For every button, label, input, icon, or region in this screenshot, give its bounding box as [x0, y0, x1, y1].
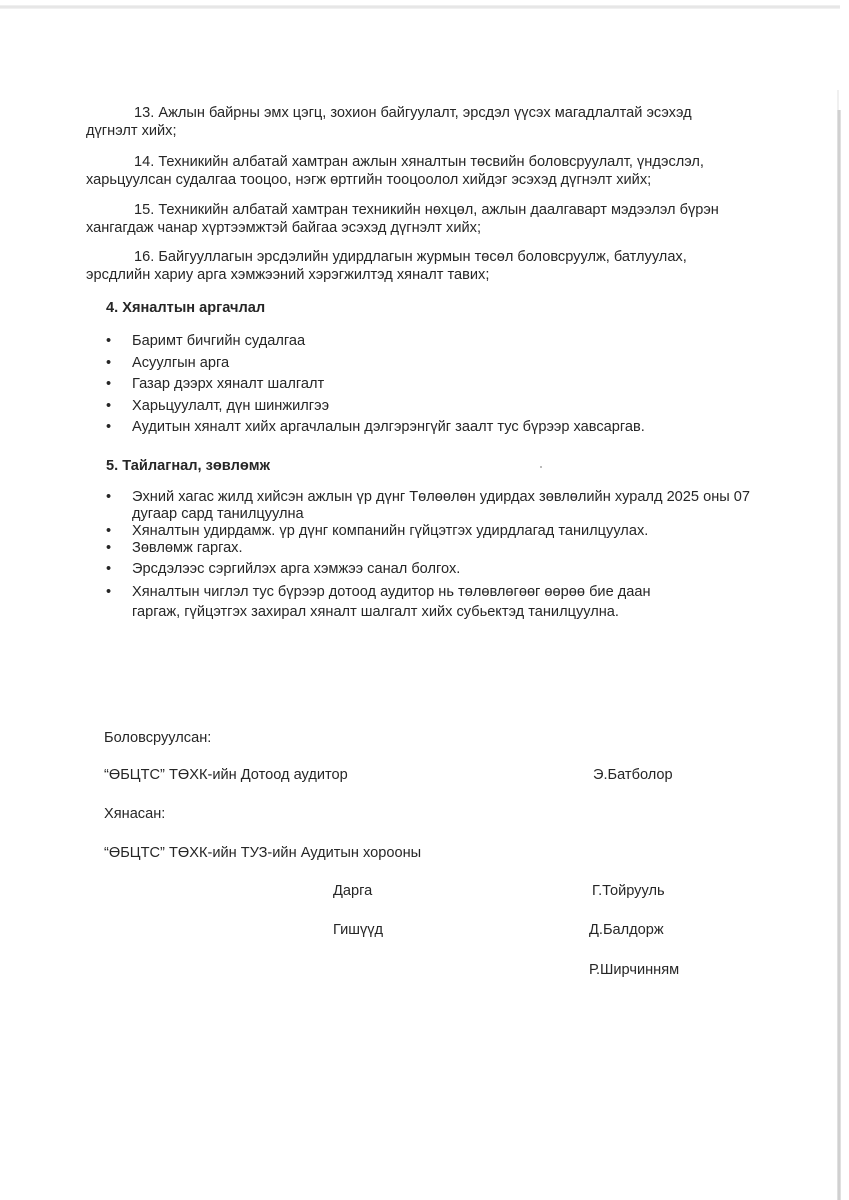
section-5-list [106, 489, 786, 622]
member-name-1: Д.Балдорж [589, 922, 664, 938]
chair-label: Дарга [333, 883, 373, 899]
list-item: • Асуулгын арга [106, 353, 766, 375]
member-name-2: Р.Ширчинням [589, 962, 680, 978]
committee-label: “ӨБЦТС” ТӨХК-ийн ТУЗ-ийн Аудитын хорооны [104, 845, 422, 861]
reviewed-label: Хянасан: [104, 806, 166, 822]
item-15-first-line: 15. Техникийн албатай хамтран техникийн нөхцөл, ажлын даалгаварт мэдээлэл бүрэн [134, 202, 719, 218]
list-item: • Эхний хагас жилд хийсэн ажлын үр дүнг Төлөөлөн удирдах зөвлөлийн хуралд 2025 оны 07 дугаар сард танилцуулна [106, 489, 786, 523]
list-item: • Баримт бичгийн судалгаа [106, 331, 766, 353]
scan-speck [540, 466, 542, 468]
item-16-first-line: 16. Байгууллагын эрсдэлийн удирдлагын журмын төсөл боловсруулж, батлуулах, [134, 249, 687, 265]
scan-top-edge [0, 5, 840, 9]
list-item: • Хяналтын удирдамж. үр дүнг компанийн гүйцэтгэх удирдлагад танилцуулах. [106, 523, 786, 540]
scan-right-edge [837, 110, 841, 1200]
item-13 [86, 104, 746, 140]
list-item: • Аудитын хяналт хийх аргачлалын дэлгэрэнгүйг заалт тус бүрээр хавсаргав. [106, 417, 766, 439]
prepared-label: Боловсруулсан: [104, 730, 212, 746]
item-13-second-line: дүгнэлт хийх; [86, 123, 177, 139]
item-14-first-line: 14. Техникийн албатай хамтран ажлын хяналтын төсвийн боловсруулалт, үндэслэл, [134, 154, 704, 170]
item-16-second-line: эрсдлийн хариу арга хэмжээний хэрэгжилтэд хяналт тавих; [86, 267, 490, 283]
section-5-heading: 5. Тайлагнал, зөвлөмж [106, 458, 270, 474]
item-15-second-line: хангагдаж чанар хүртээмжтэй байгаа эсэхэд дүгнэлт хийх; [86, 220, 481, 236]
item-13-first-line: 13. Ажлын байрны эмх цэгц, зохион байгуулалт, эрсдэл үүсэх магадлалтай эсэхэд [134, 105, 692, 121]
list-item: • Эрсдэлээс сэргийлэх арга хэмжээ санал болгох. [106, 561, 786, 578]
list-item: • Газар дээрх хяналт шалгалт [106, 374, 766, 396]
item-16 [86, 248, 746, 284]
item-14 [86, 153, 746, 189]
prepared-role: “ӨБЦТС” ТӨХК-ийн Дотоод аудитор [104, 767, 348, 783]
chair-name: Г.Тойрууль [592, 883, 665, 899]
section-4-list [106, 331, 766, 439]
list-item: • Харьцуулалт, дүн шинжилгээ [106, 396, 766, 418]
prepared-name: Э.Батболор [593, 767, 673, 783]
item-15 [86, 201, 746, 237]
list-item: • Хяналтын чиглэл тус бүрээр дотоод аудитор нь төлөвлөгөөг өөрөө бие даан гаргаж, гүйцэтгэх захирал хяналт шалгалт хийх субьектэд танилцуулна. [106, 582, 786, 622]
item-14-second-line: харьцуулсан судалгаа тооцоо, нэгж өртгийн тооцоолол хийдэг эсэхэд дүгнэлт хийх; [86, 172, 652, 188]
section-4-heading: 4. Хяналтын аргачлал [106, 300, 266, 316]
list-item: • Зөвлөмж гаргах. [106, 540, 786, 557]
members-label: Гишүүд [333, 922, 384, 938]
